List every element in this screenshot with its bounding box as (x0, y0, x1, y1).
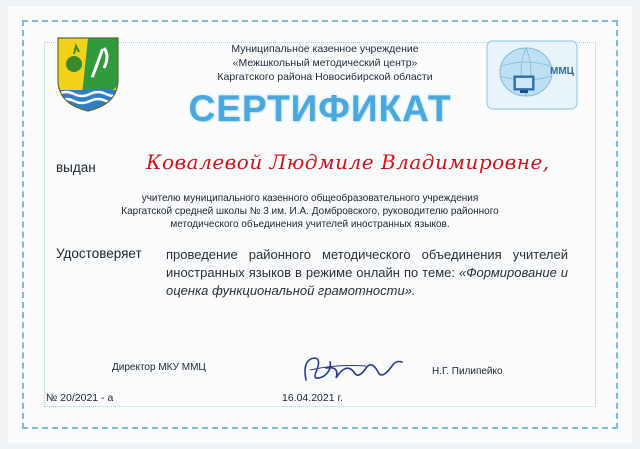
organization-line-1: Муниципальное казенное учреждение (231, 43, 419, 55)
coat-of-arms-icon (52, 34, 124, 114)
mmc-logo-text: ММЦ (550, 66, 574, 77)
recipient-description: учителю муниципального казенного общеобразовательного учреждения Каргатской средней школы № 3 им. И.А. Домбровского, руководителю районного методического объединения учителей иностранных языков. (121, 193, 499, 230)
recipient-name: Ковалевой Людмиле Владимировне, (146, 150, 550, 174)
handwritten-signature (296, 350, 406, 390)
organization-line-3: Каргатского района Новосибирской области (217, 71, 433, 83)
organization-line-2: «Межшкольный методический центр» (232, 57, 418, 69)
mmc-logo-icon (486, 40, 578, 110)
signatory-title: Директор МКУ ММЦ (112, 362, 206, 373)
certificate-body-text: проведение районного методического объединения учителей иностранных языков в режиме онлайн по теме: (166, 247, 568, 280)
certificate-body (166, 246, 568, 300)
certificate-number: № 20/2021 - а (46, 392, 114, 404)
issued-label: выдан (56, 160, 96, 175)
certificate-title: СЕРТИФИКАТ (188, 88, 452, 129)
certificate-topic: «Формирование и оценка функциональной грамотности». (166, 265, 568, 298)
certifies-label: Удостоверяет (56, 246, 142, 261)
organization-header (160, 42, 490, 84)
certificate-date: 16.04.2021 г. (282, 392, 343, 404)
signatory-name: Н.Г. Пилипейко (432, 366, 503, 377)
